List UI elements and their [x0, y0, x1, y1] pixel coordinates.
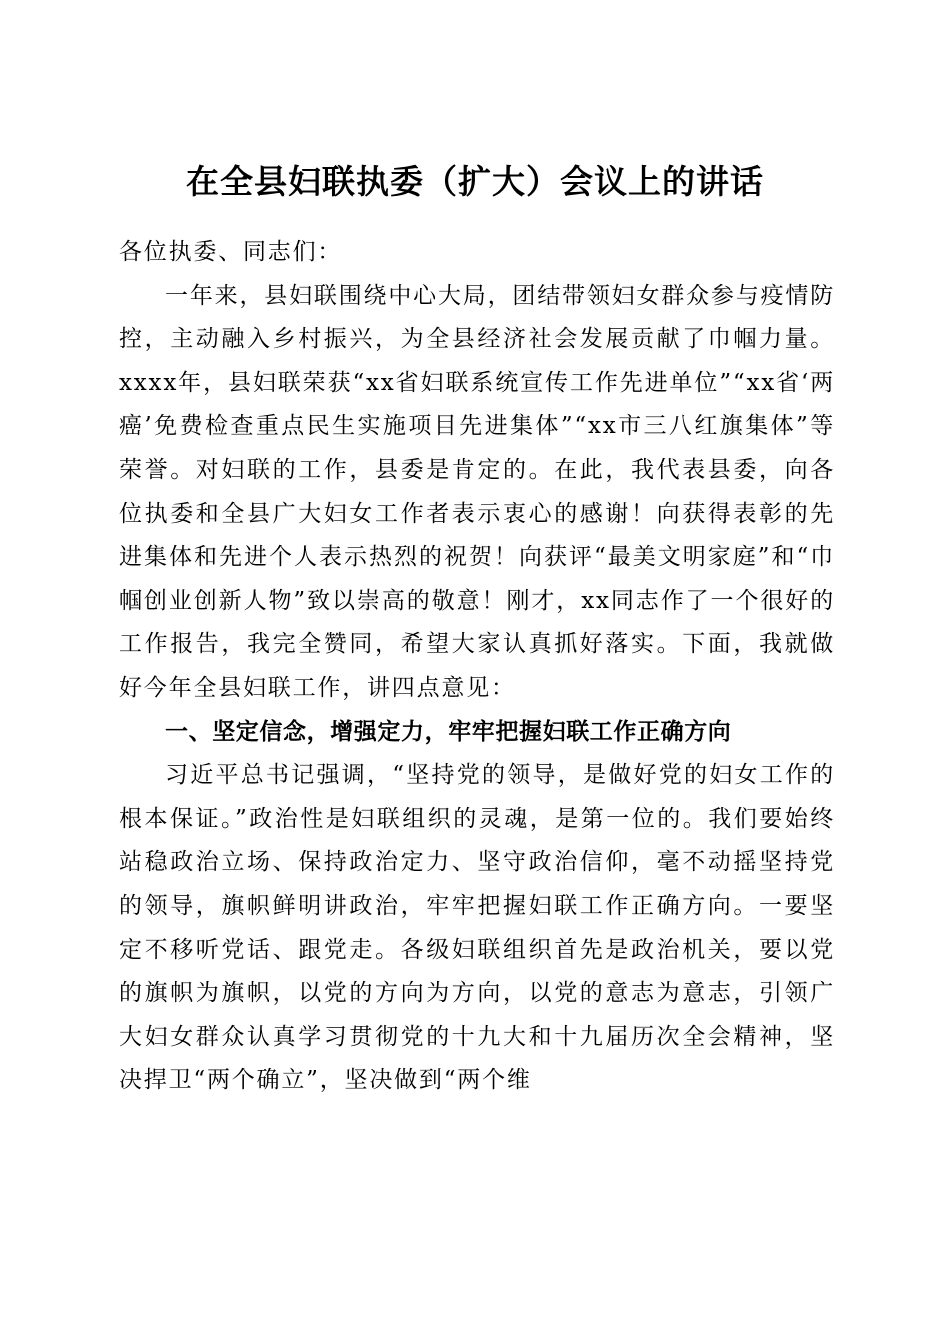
salutation: 各位执委、同志们：	[119, 239, 343, 265]
section-1-heading: 一、坚定信念，增强定力，牢牢把握妇联工作正确方向	[165, 718, 732, 745]
opening-paragraph: 一年来，县妇联围绕中心大局，团结带领妇女群众参与疫情防控，主动融入乡村振兴，为全县经济社会发展贡献了巾帼力量。xxxx年，县妇联荣获“xx省妇联系统宣传工作先进单位”“xx省‘两癌’免费检查重点民生实施项目先进集体”“xx市三八红旗集体”等荣誉。对妇联的工作，县委是肯定的。在此，我代表县委，向各位执委和全县广大妇女工作者表示衷心的感谢！向获得表彰的先进集体和先进个人表示热烈的祝贺！向获评“最美文明家庭”和“巾帼创业创新人物”致以崇高的敬意！刚才，xx同志作了一个很好的工作报告，我完全赞同，希望大家认真抓好落实。下面，我就做好今年全县妇联工作，讲四点意见：	[119, 282, 835, 701]
document-body	[119, 231, 835, 1103]
document-title: 在全县妇联执委（扩大）会议上的讲话	[186, 162, 764, 202]
section-1-paragraph: 习近平总书记强调，“坚持党的领导，是做好党的妇女工作的根本保证。”政治性是妇联组织的灵魂，是第一位的。我们要始终站稳政治立场、保持政治定力、坚守政治信仰，毫不动摇坚持党的领导，旗帜鲜明讲政治，牢牢把握妇联工作正确方向。一要坚定不移听党话、跟党走。各级妇联组织首先是政治机关，要以党的旗帜为旗帜，以党的方向为方向，以党的意志为意志，引领广大妇女群众认真学习贯彻党的十九大和十九届历次全会精神，坚决捍卫“两个确立”，坚决做到“两个维	[119, 762, 835, 1094]
